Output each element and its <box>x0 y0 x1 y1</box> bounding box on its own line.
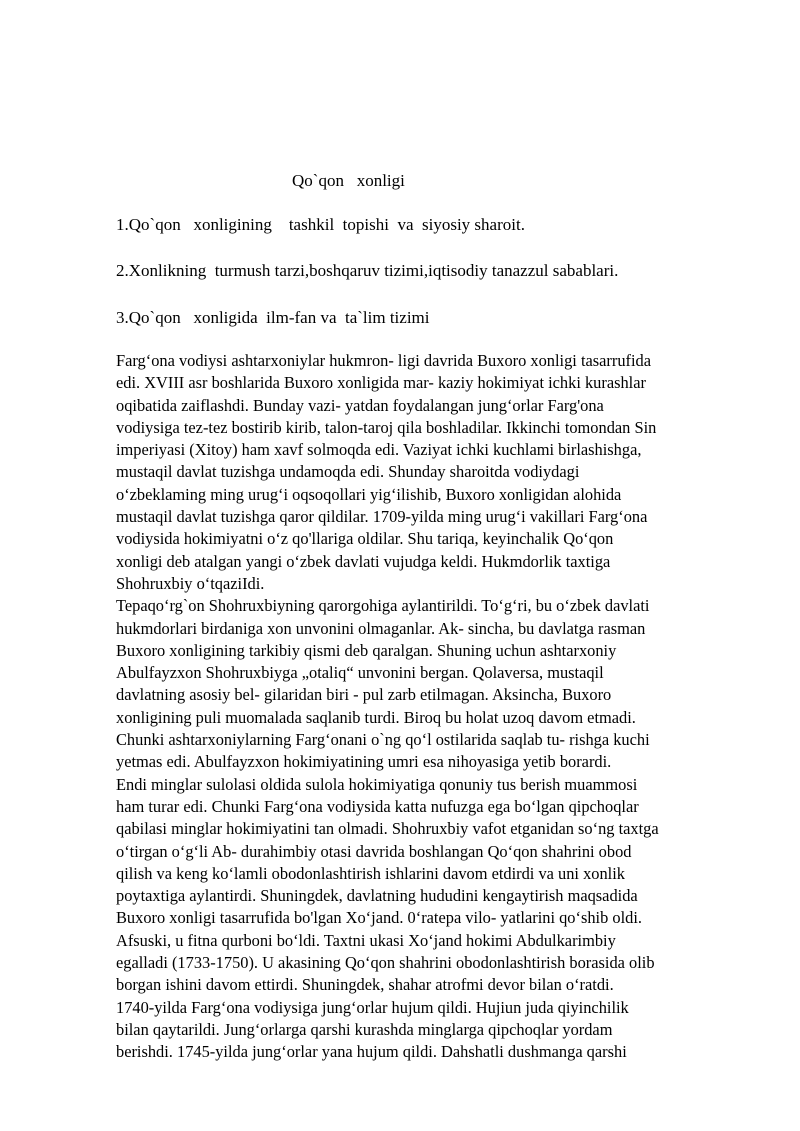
text-line: davlatning asosiy bel- gilaridan biri - pul zarb etilmagan. Aksincha, Buxoro <box>116 685 612 705</box>
text-line: Afsuski, u fitna qurboni bo‘ldi. Taxtni ukasi Xo‘jand hokimi Abdulkarimbiy <box>116 930 616 950</box>
text-line: oqibatida zaiflashdi. Bunday vazi- yatdan foydalangan jung‘orlar Farg'ona <box>116 395 604 415</box>
text-line: 1740-yilda Farg‘ona vodiysiga jung‘orlar hujum qildi. Hujiun juda qiyinchilik <box>116 997 629 1017</box>
text-line: poytaxtiga aylantirdi. Shuningdek, davlatning hududini kengaytirish maqsadida <box>116 886 638 906</box>
text-line: vodiysida hokimiyatni o‘z qo'llariga oldilar. Shu tariqa, keyinchalik Qo‘qon <box>116 529 614 549</box>
text-line: Buxoro xonligi tasarrufida bo'lgan Xo‘jand. 0‘ratepa vilo- yatlarini qo‘shib oldi. <box>116 908 642 928</box>
body-paragraph <box>116 350 756 1064</box>
text-line: Farg‘ona vodiysi ashtarxoniylar hukmron- ligi davrida Buxoro xonligi tasarrufida <box>116 351 652 370</box>
text-line: mustaqil davlat tuzishga undamoqda edi. Shunday sharoitda vodiydagi <box>116 462 580 482</box>
section-heading-2: 2.Xonlikning turmush tarzi,boshqaruv tizimi,iqtisodiy tanazzul sabablari. <box>116 261 619 280</box>
text-line: Abulfayzxon Shohruxbiyga „otaliq“ unvonini bergan. Qolaversa, mustaqil <box>116 663 604 683</box>
text-line: bilan qaytarildi. Jung‘orlarga qarshi kurashda minglarga qipchoqlar yordam <box>116 1019 613 1039</box>
text-line: imperiyasi (Xitoy) ham xavf solmoqda edi. Vaziyat ichki kuchlami birlashishga, <box>116 440 642 460</box>
section-heading-3: 3.Qo`qon xonligida ilm-fan va ta`lim tizimi <box>116 308 430 327</box>
text-line: Buxoro xonligining tarkibiy qismi deb qaralgan. Shuning uchun ashtarxoniy <box>116 640 617 660</box>
text-line: Chunki ashtarxoniylarning Farg‘onani o`ng qo‘l ostilarida saqlab tu- rishga kuchi <box>116 730 650 750</box>
text-line: ham turar edi. Chunki Farg‘ona vodiysida katta nufuzga ega bo‘lgan qipchoqlar <box>116 796 639 816</box>
text-line: vodiysiga tez-tez bostirib kirib, talon-taroj qila boshladilar. Ikkinchi tomondan Sin <box>116 417 657 437</box>
text-line: o‘tirgan o‘g‘li Ab- durahimbiy otasi davrida boshlangan Qo‘qon shahrini obod <box>116 841 632 861</box>
text-line: hukmdorlari birdaniga xon unvonini olmaganlar. Ak- sincha, bu davlatga rasman <box>116 618 646 638</box>
section-heading-1: 1.Qo`qon xonligining tashkil topishi va siyosiy sharoit. <box>116 215 525 234</box>
text-line: Endi minglar sulolasi oldida sulola hokimiyatiga qonuniy tus berish muammosi <box>116 774 638 794</box>
document-title: Qo`qon xonligi <box>292 171 405 190</box>
text-line: egalladi (1733-1750). U akasining Qo‘qon shahrini obodonlashtirish borasida olib <box>116 953 655 973</box>
text-line: yetmas edi. Abulfayzxon hokimiyatining umri esa nihoyasiga yetib borardi. <box>116 752 612 772</box>
text-line: qabilasi minglar hokimiyatini tan olmadi. Shohruxbiy vafot etganidan so‘ng taxtga <box>116 819 659 839</box>
text-line: mustaqil davlat tuzishga qaror qildilar. 1709-yilda ming urug‘i vakillari Farg‘ona <box>116 507 648 527</box>
text-line: Tepaqo‘rg`on Shohruxbiyning qarorgohiga aylantirildi. To‘g‘ri, bu o‘zbek davlati <box>116 596 650 616</box>
text-line: Shohruxbiy o‘tqaziIdi. <box>116 573 265 593</box>
text-line: edi. XVIII asr boshlarida Buxoro xonligida mar- kaziy hokimiyat ichki kurashlar <box>116 373 646 393</box>
text-line: xonligining puli muomalada saqlanib turdi. Biroq bu holat uzoq davom etmadi. <box>116 707 636 727</box>
text-line: borgan ishini davom ettirdi. Shuningdek, shahar atrofmi devor bilan o‘ratdi. <box>116 975 614 995</box>
text-line: xonligi deb atalgan yangi o‘zbek davlati vujudga keldi. Hukmdorlik taxtiga <box>116 551 611 571</box>
text-line: o‘zbeklaming ming urug‘i oqsoqollari yig‘ilishib, Buxoro xonligidan alohida <box>116 484 622 504</box>
text-line: berishdi. 1745-yilda jung‘orlar yana hujum qildi. Dahshatli dushmanga qarshi <box>116 1042 627 1062</box>
text-line: qilish va keng ko‘lamli obodonlashtirish ishlarini davom etdirdi va uni xonlik <box>116 863 625 883</box>
